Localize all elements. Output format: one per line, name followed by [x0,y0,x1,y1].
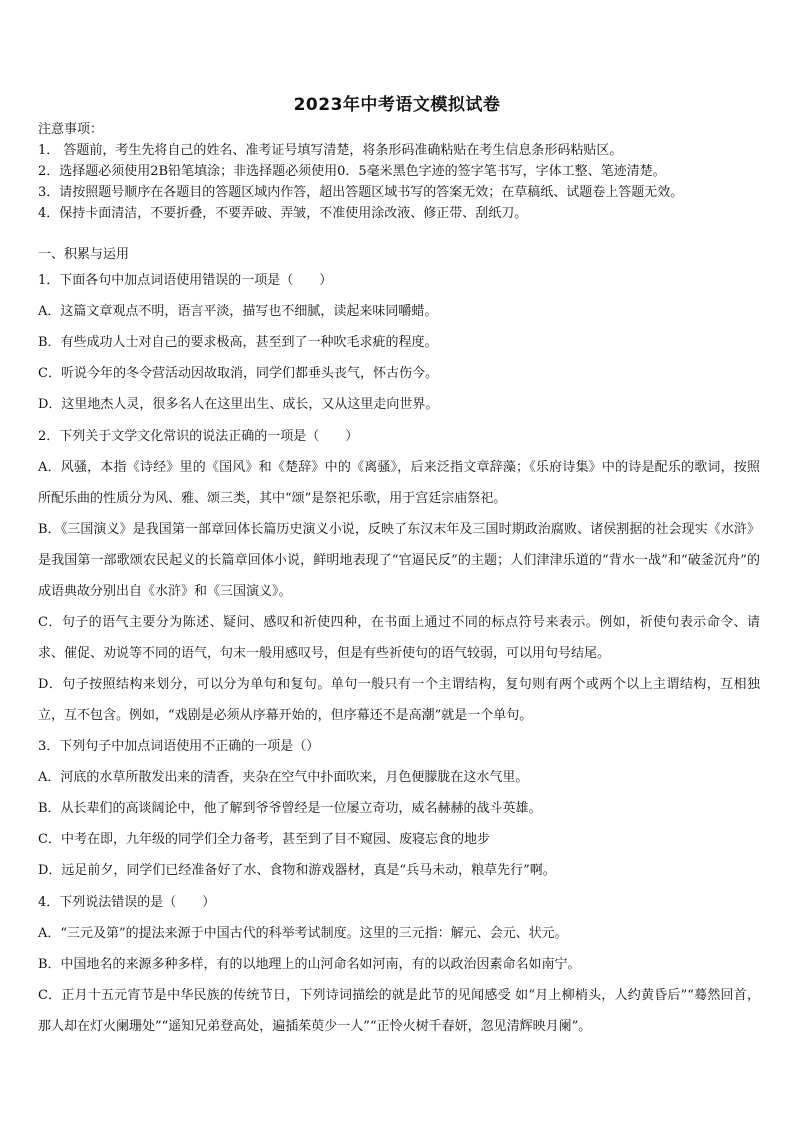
question-1-option-a: A．这篇文章观点不明，语言平淡，描写也不细腻，读起来味同嚼蜡。 [38,304,438,319]
question-3-option-c: C．中考在即，九年级的同学们全力备考，甚至到了目不窥园、废寝忘食的地步 [38,832,490,847]
question-2-option-c: C．句子的语气主要分为陈述、疑问、感叹和祈使四种，在书面上通过不同的标点符号来表示。例如，祈使句表示命令、请求、催促、劝说等不同的语气，句末一般用感叹号，但是有些祈使句的语气较弱，可以用句号结尾。 [38,615,760,661]
question-4-option-b: B．中国地名的来源多种多样，有的以地理上的山河命名如河南，有的以政治因素命名如南宁。 [38,957,581,972]
notice-item-3: 3．请按照题号顺序在各题目的答题区域内作答，超出答题区域书写的答案无效；在草稿纸、试题卷上答题无效。 [38,185,684,200]
question-3-stem: 3．下列句子中加点词语使用不正确的一项是（） [38,739,320,754]
question-3-option-b: B．从长辈们的高谈阔论中，他了解到爷爷曾经是一位屡立奇功，威名赫赫的战斗英雄。 [38,801,542,816]
notice-item-2: 2．选择题必须使用2B铅笔填涂；非选择题必须使用0．5毫米黑色字迹的签字笔书写，字体工整、笔迹清楚。 [38,164,666,179]
question-3-option-a: A．河底的水草所散发出来的清香，夹杂在空气中扑面吹来，月色便朦胧在这水气里。 [38,770,529,785]
question-1-option-b: B．有些成功人士对自己的要求极高，甚至到了一种吹毛求疵的程度。 [38,335,438,350]
section-heading: 一、积累与运用 [38,247,130,262]
question-2-option-d: D．句子按照结构来划分，可以分为单句和复句。单句一般只有一个主谓结构，复句则有两个或两个以上主谓结构，互相独立，互不包含。例如，“戏剧是必须从序幕开始的，但序幕还不是高潮”就是一个单句。 [38,677,760,723]
question-2-stem: 2．下列关于文学文化常识的说法正确的一项是（ ） [38,429,359,444]
notice-item-1: 1． 答题前，考生先将自己的姓名、准考证号填写清楚，将条形码准确粘贴在考生信息条形码粘贴区。 [38,143,623,158]
question-4-option-a: A．“三元及第”的提法来源于中国古代的科举考试制度。这里的三元指：解元、会元、状元。 [38,926,568,941]
notice-heading: 注意事项： [38,122,104,137]
question-2-option-b: B．《三国演义》是我国第一部章回体长篇历史演义小说，反映了东汉末年及三国时期政治腐败、诸侯割据的社会现实《水浒》是我国第一部歌颂农民起义的长篇章回体小说，鲜明地表现了“官逼民反”的主题；人们津津乐道的“背水一战”和“破釜沉舟”的成语典故分别出自《水浒》和《三国演义》。 [38,522,760,599]
question-1-option-d: D．这里地杰人灵，很多名人在这里出生、成长，又从这里走向世界。 [38,397,439,412]
question-1-option-c: C．听说今年的冬令营活动因故取消，同学们都垂头丧气，怀古伤今。 [38,366,438,381]
page-title: 2023年中考语文模拟试卷 [293,95,501,115]
question-4-option-c: C．正月十五元宵节是中华民族的传统节日，下列诗词描绘的就是此节的见闻感受 如“月上柳梢头，人约黄昏后”“蓦然回首，那人却在灯火阑珊处”“遥知兄弟登高处，遍插茱萸少一人”“正怜火树千春妍，忽见清辉映月阑”。 [38,988,760,1034]
question-1-stem: 1．下面各句中加点词语使用错误的一项是（ ） [38,273,333,288]
question-2-option-a: A．风骚，本指《诗经》里的《国风》和《楚辞》中的《离骚》，后来泛指文章辞藻；《乐府诗集》中的诗是配乐的歌词，按照所配乐曲的性质分为风、雅、颂三类，其中“颂”是祭祀乐歌，用于宫廷宗庙祭祀。 [38,460,760,506]
question-3-option-d: D．远足前夕，同学们已经准备好了水、食物和游戏器材，真是“兵马未动，粮草先行”啊。 [38,863,556,878]
notice-item-4: 4．保持卡面清洁，不要折叠，不要弄破、弄皱，不准使用涂改液、修正带、刮纸刀。 [38,206,528,221]
question-4-stem: 4．下列说法错误的是（ ） [38,895,216,910]
